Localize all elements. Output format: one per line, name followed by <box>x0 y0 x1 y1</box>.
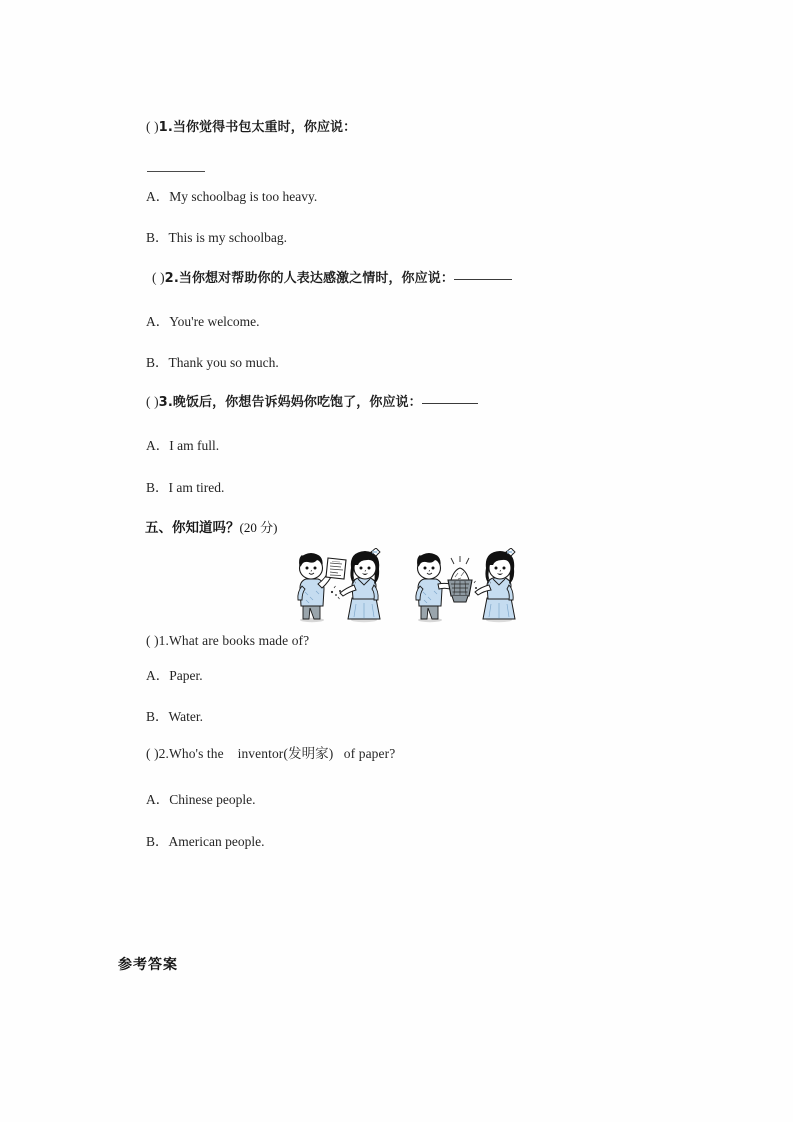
question-1-number: 1. <box>158 120 173 135</box>
question-1-line <box>146 119 356 136</box>
child-figure-2 <box>340 548 380 622</box>
question-1-option-b[interactable] <box>146 226 287 246</box>
option-letter: A <box>146 438 156 453</box>
know-question-2-option-a[interactable] <box>146 788 255 808</box>
paper-sheet-icon <box>326 558 346 579</box>
option-separator: ． <box>155 480 169 495</box>
know-question-1-option-b[interactable] <box>146 705 203 725</box>
sparkle-dots-1 <box>331 586 341 599</box>
know-question-1-number: 1. <box>158 633 169 648</box>
option-letter: B <box>146 230 156 245</box>
question-2-option-a[interactable] <box>146 310 260 330</box>
option-letter: A <box>146 668 156 683</box>
option-letter: B <box>146 355 156 370</box>
question-1-prompt: 当你觉得书包太重时，你应说： <box>172 120 357 135</box>
question-3-line <box>146 394 478 411</box>
question-3-option-a[interactable] <box>146 434 219 454</box>
option-separator: ． <box>155 438 170 453</box>
option-separator: ． <box>155 189 170 204</box>
option-separator: ． <box>155 355 169 370</box>
know-question-2-number: 2. <box>158 746 169 761</box>
papermaking-screen-icon <box>448 556 472 602</box>
know-question-2-marker: ( ) <box>146 746 159 761</box>
question-2-answer-blank[interactable] <box>454 279 512 280</box>
option-letter: A <box>146 189 156 204</box>
question-3-option-b[interactable] <box>146 476 224 496</box>
option-separator: ． <box>155 668 170 683</box>
four-children-papermaking-illustration <box>288 548 528 626</box>
option-text: You're welcome. <box>169 314 260 329</box>
question-1-option-a[interactable] <box>146 185 317 205</box>
option-letter: B <box>146 709 156 724</box>
question-2-option-b[interactable] <box>146 351 279 371</box>
section-five-heading <box>145 516 277 536</box>
option-letter: B <box>146 480 156 495</box>
child-figure-4 <box>475 548 515 622</box>
question-2-marker: ( ) <box>152 270 165 285</box>
option-text: This is my schoolbag. <box>168 230 288 245</box>
know-question-2-line <box>146 746 395 762</box>
know-question-2-option-b[interactable] <box>146 830 264 850</box>
question-2-number: 2. <box>164 271 179 286</box>
option-text: I am tired. <box>168 480 225 495</box>
option-separator: ． <box>155 792 170 807</box>
question-3-marker: ( ) <box>146 394 159 409</box>
know-question-1-prompt: What are books made of? <box>169 633 310 648</box>
know-question-1-line <box>146 633 309 649</box>
question-3-answer-blank[interactable] <box>422 403 478 404</box>
option-text: Water. <box>168 709 204 724</box>
option-separator: ． <box>155 709 169 724</box>
section-five-number: 五、 <box>145 520 172 536</box>
question-2-line <box>152 270 512 287</box>
option-text: Chinese people. <box>169 792 256 807</box>
option-letter: B <box>146 834 156 849</box>
know-question-1-option-a[interactable] <box>146 664 203 684</box>
option-separator: ． <box>155 314 170 329</box>
question-1-marker: ( ) <box>146 119 159 134</box>
option-separator: ． <box>155 834 169 849</box>
answer-key-heading: 参考答案 <box>118 957 178 973</box>
know-question-2-prompt: Who's the inventor(发明家) of paper? <box>169 746 396 761</box>
know-question-1-marker: ( ) <box>146 633 159 648</box>
option-text: Paper. <box>169 668 203 683</box>
question-3-prompt: 晚饭后，你想告诉妈妈你吃饱了，你应说： <box>172 395 422 410</box>
option-text: My schoolbag is too heavy. <box>169 189 318 204</box>
section-five-title: 你知道吗？ <box>172 520 240 536</box>
question-3-number: 3. <box>158 395 173 410</box>
question-1-answer-blank[interactable] <box>147 171 205 172</box>
option-text: I am full. <box>169 438 220 453</box>
section-five-score: (20 分) <box>239 520 278 535</box>
question-2-prompt: 当你想对帮助你的人表达感激之情时，你应说： <box>178 271 454 286</box>
option-letter: A <box>146 792 156 807</box>
option-text: American people. <box>168 834 265 849</box>
option-letter: A <box>146 314 156 329</box>
option-separator: ． <box>155 230 169 245</box>
option-text: Thank you so much. <box>168 355 279 370</box>
